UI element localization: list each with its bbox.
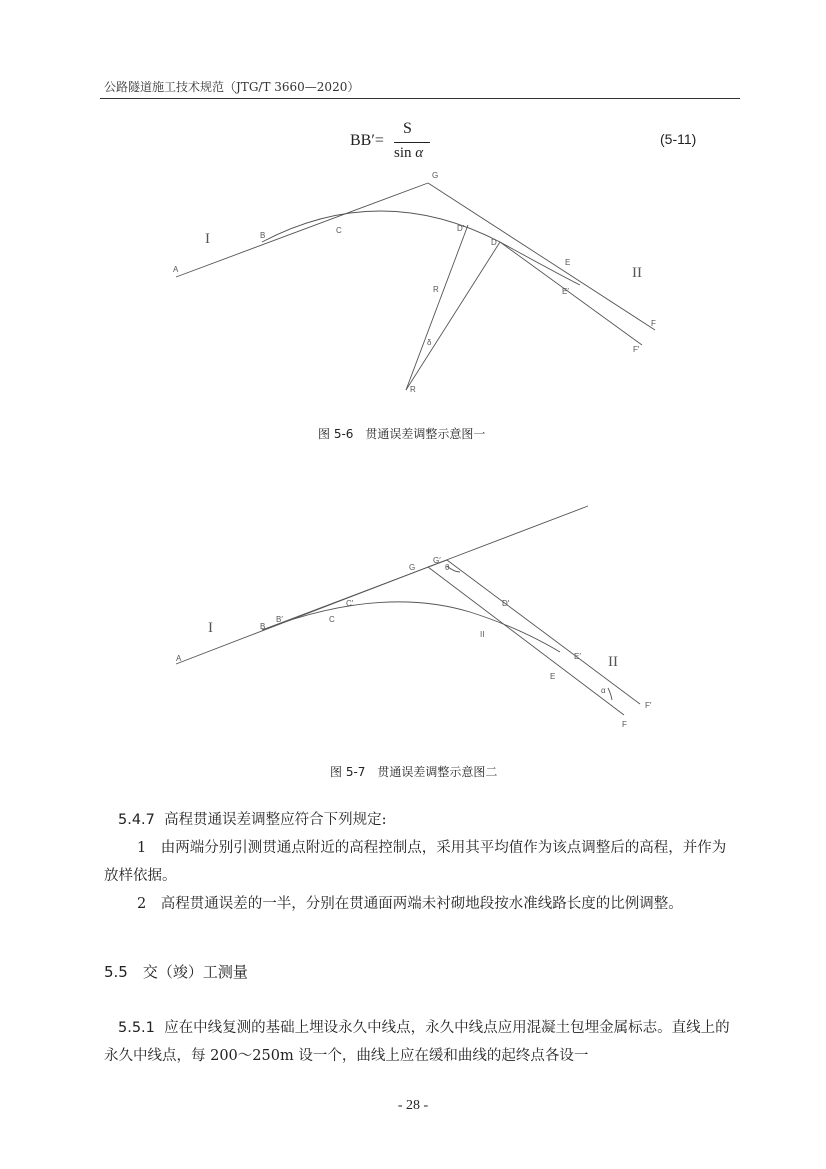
label-alpha: α: [601, 686, 606, 695]
label-B: B: [260, 622, 266, 631]
figure-5-6-caption: 图 5-6 贯通误差调整示意图一: [318, 427, 486, 441]
label-C: C: [329, 615, 335, 624]
label-R-lower: R: [410, 385, 416, 394]
denominator-prefix: sin: [394, 145, 416, 161]
header-rule: [100, 98, 740, 99]
angle-arc-alpha: [608, 688, 612, 700]
region-label-I: I: [208, 620, 213, 636]
label-C-prime: C′: [346, 599, 354, 608]
clause-5-4-7-item-2: 2 高程贯通误差的一半，分别在贯通面两端未衬砌地段按水准线路长度的比例调整。: [137, 896, 683, 912]
label-E: E: [550, 672, 556, 681]
label-F: F: [651, 319, 656, 328]
region-label-II: II: [608, 654, 618, 670]
figure-5-6-diagram: [0, 170, 826, 410]
label-II-mid: II: [480, 630, 485, 639]
tangent-line-GF: [428, 567, 624, 715]
formula-numerator: S: [403, 120, 412, 137]
alpha-symbol: α: [415, 145, 424, 161]
circular-curve: [262, 211, 580, 285]
figure-5-7-caption: 图 5-7 贯通误差调整示意图二: [330, 765, 498, 779]
label-B: B: [260, 231, 266, 240]
label-A: A: [176, 654, 182, 663]
formula-5-11: [350, 120, 440, 168]
label-delta: δ: [427, 338, 432, 347]
clause-5-5-1: [104, 1014, 740, 1070]
label-F-prime: F′: [645, 701, 652, 710]
region-label-II: II: [632, 265, 642, 281]
formula-denominator: [394, 145, 423, 162]
label-F-prime: F′: [633, 345, 640, 354]
fraction-bar: [394, 142, 430, 143]
tangent-line-G1F1: [447, 560, 640, 704]
label-E-prime: E′: [562, 287, 569, 296]
label-G: G: [432, 171, 439, 180]
clause-5-4-7-item-1: 1 由两端分别引测贯通点附近的高程控制点，采用其平均值作为该点调整后的高程，并作为放样依据。: [104, 840, 727, 884]
section-5-5-title: 5.5 交（竣）工测量: [104, 963, 248, 981]
chord-B-G1: [262, 560, 447, 630]
label-D: D: [491, 238, 497, 247]
clause-number: 5.4.7: [118, 812, 155, 828]
tangent-line-EF1: [500, 242, 642, 345]
label-B-prime: B′: [276, 615, 283, 624]
figure-5-7-diagram: [0, 500, 826, 740]
extended-line-G1: [428, 506, 588, 567]
label-R-upper: R: [433, 285, 439, 294]
label-A: A: [173, 265, 179, 274]
running-header: 公路隧道施工技术规范（JTG/T 3660—2020）: [104, 80, 360, 94]
tangent-line-GF: [428, 183, 655, 330]
label-D-prime: D′: [502, 599, 510, 608]
clause-5-4-7: [118, 806, 740, 834]
clause-title: 高程贯通误差调整应符合下列规定:: [164, 812, 387, 828]
region-label-I: I: [205, 231, 210, 247]
label-E-prime: E′: [574, 652, 581, 661]
label-C: C: [336, 226, 342, 235]
label-D-prime: D′: [457, 224, 465, 233]
label-F: F: [622, 720, 627, 729]
tangent-line-AG: [176, 183, 428, 277]
label-G-prime: G′: [433, 556, 441, 565]
label-G: G: [409, 563, 416, 572]
label-E: E: [565, 258, 571, 267]
clause-text: 应在中线复测的基础上埋设永久中线点，永久中线点应用混凝土包埋金属标志。直线上的永久中线点，每 200～250m 设一个，曲线上应在缓和曲线的起终点各设一: [104, 1020, 730, 1064]
page-number: - 28 -: [397, 1098, 429, 1113]
clause-number: 5.5.1: [118, 1020, 155, 1036]
label-theta: θ: [445, 563, 450, 572]
equation-number: (5-11): [660, 131, 697, 147]
formula-lhs: BB′=: [350, 132, 384, 149]
circular-curve: [262, 602, 560, 652]
